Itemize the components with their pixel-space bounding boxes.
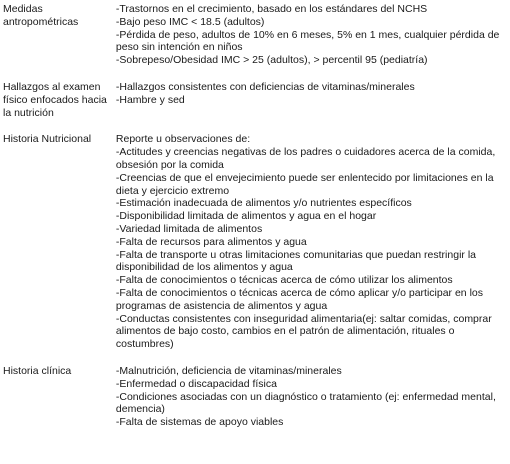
row-content — [116, 3, 505, 67]
content-line: -Enfermedad o discapacidad física — [115, 377, 277, 390]
row-label: Historia clínica — [3, 364, 72, 377]
content-line: -Malnutrición, deficiencia de vitaminas/minerales — [115, 364, 342, 377]
content-line: -Variedad limitada de alimentos — [115, 222, 263, 235]
row-content — [116, 119, 505, 351]
content-line: Reporte u observaciones de: — [115, 133, 251, 146]
content-line: -Hallazgos consistentes con deficiencias de vitaminas/minerales — [115, 80, 415, 93]
content-line: -Conductas consistentes con inseguridad alimentaria(ej: saltar comidas, comprar alimentos de bajo costo, cambios en el patrón de alimentación, rituales o costumbres) — [115, 312, 492, 351]
row-historia-nutricional — [3, 119, 505, 351]
content-line: -Trastornos en el crecimiento, basado en los estándares del NCHS — [115, 3, 428, 15]
content-line: -Pérdida de peso, adultos de 10% en 6 meses, 5% en 1 mes, cualquier pérdida de peso sin intención en niños — [115, 28, 500, 54]
content-line: -Falta de recursos para alimentos y agua — [115, 235, 307, 248]
content-line: -Creencias de que el envejecimiento puede ser enlentecido por limitaciones en la dieta y ejercicio extremo — [115, 171, 494, 197]
content-line: -Hambre y sed — [115, 93, 185, 106]
row-content — [116, 351, 505, 429]
content-line: -Estimación inadecuada de alimentos y/o nutrientes específicos — [115, 197, 412, 210]
content-line: -Falta de conocimientos o técnicas acerca de cómo aplicar y/o participar en los programas de asistencia de alimentos y agua — [115, 286, 483, 312]
content-line: -Actitudes y creencias negativas de los padres o cuidadores acerca de la comida, obsesión por la comida — [115, 146, 496, 171]
content-line: -Condiciones asociadas con un diagnóstico o tratamiento (ej: enfermedad mental, demencia) — [115, 390, 496, 416]
row-historia-clinica — [3, 351, 505, 429]
row-content — [116, 67, 505, 119]
row-antropometria — [3, 3, 505, 67]
content-line: -Falta de sistemas de apoyo viables — [115, 416, 284, 429]
content-line: -Disponibilidad limitada de alimentos y agua en el hogar — [115, 210, 377, 223]
row-label: Hallazgos al examen físico enfocados hacia la nutrición — [3, 80, 107, 119]
nutrition-criteria-table — [3, 3, 505, 429]
content-line: -Falta de conocimientos o técnicas acerca de cómo utilizar los alimentos — [115, 274, 453, 287]
content-line: -Bajo peso IMC < 18.5 (adultos) — [115, 15, 265, 28]
content-line: -Sobrepeso/Obesidad IMC > 25 (adultos), > percentil 95 (pediatría) — [115, 54, 428, 67]
row-label: Medidas antropométricas — [3, 3, 79, 28]
row-label: Historia Nutricional — [3, 133, 92, 146]
row-examen-fisico — [3, 67, 505, 119]
content-line: -Falta de transporte u otras limitaciones comunitarias que puedan restringir la disponibilidad de los alimentos y agua — [115, 248, 476, 274]
